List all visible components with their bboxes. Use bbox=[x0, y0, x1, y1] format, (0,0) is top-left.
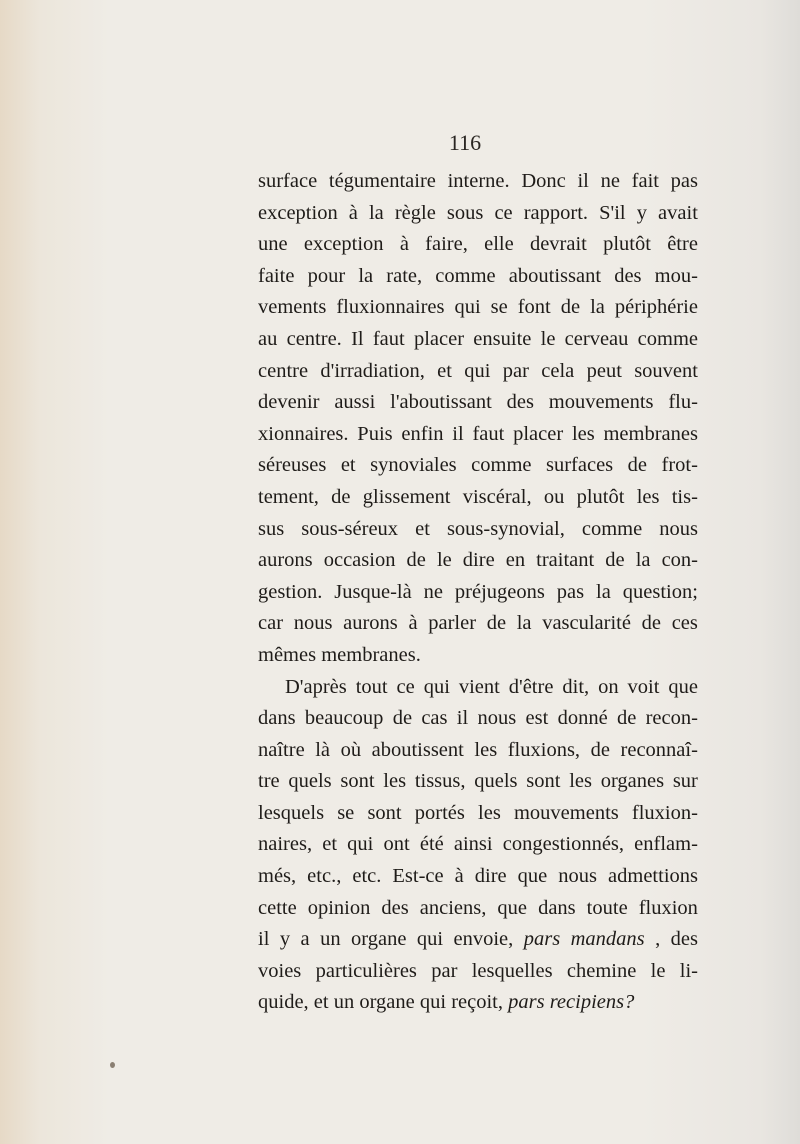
text-line: car nous aurons à parler de la vascularité de ces bbox=[258, 612, 698, 635]
text-line: voies particulières par lesquelles chemine le li- bbox=[258, 959, 698, 982]
text-line: mêmes membranes. bbox=[258, 643, 421, 666]
text-line: xionnaires. Puis enfin il faut placer les membranes bbox=[258, 422, 698, 445]
text-line: il y a un organe qui envoie, pars mandans , des bbox=[258, 928, 698, 951]
text-line: dans beaucoup de cas il nous est donné de recon- bbox=[258, 707, 698, 730]
text-line: faite pour la rate, comme aboutissant des mou- bbox=[258, 264, 698, 287]
body-text bbox=[258, 166, 698, 1019]
text-line: cette opinion des anciens, que dans toute fluxion bbox=[258, 896, 698, 919]
text-line: tre quels sont les tissus, quels sont les organes sur bbox=[258, 770, 698, 793]
text-line: més, etc., etc. Est-ce à dire que nous admettions bbox=[258, 865, 698, 888]
text-line: naître là où aboutissent les fluxions, de reconnaî- bbox=[258, 738, 698, 761]
text-line: surface tégumentaire interne. Donc il ne fait pas bbox=[258, 170, 698, 192]
text-line: séreuses et synoviales comme surfaces de frot- bbox=[258, 454, 698, 477]
text-line: quide, et un organe qui reçoit, pars recipiens? bbox=[258, 991, 635, 1014]
text-line: centre d'irradiation, et qui par cela peut souvent bbox=[258, 359, 698, 382]
text-line: D'après tout ce qui vient d'être dit, on voit que bbox=[285, 675, 698, 698]
text-line: une exception à faire, elle devrait plutôt être bbox=[258, 233, 698, 256]
text-line: exception à la règle sous ce rapport. S'il y avait bbox=[258, 201, 698, 224]
text-line: naires, et qui ont été ainsi congestionnés, enflam- bbox=[258, 833, 698, 856]
text-line: au centre. Il faut placer ensuite le cerveau comme bbox=[258, 327, 698, 350]
text-line: aurons occasion de le dire en traitant de la con- bbox=[258, 549, 698, 572]
text-line: sus sous-séreux et sous-synovial, comme nous bbox=[258, 517, 698, 540]
text-line: gestion. Jusque-là ne préjugeons pas la question; bbox=[258, 580, 698, 603]
text-line: lesquels se sont portés les mouvements fluxion- bbox=[258, 801, 698, 824]
paper-speck bbox=[110, 1062, 115, 1068]
text-line: vements fluxionnaires qui se font de la périphérie bbox=[258, 296, 698, 319]
text-line: tement, de glissement viscéral, ou plutôt les tis- bbox=[258, 485, 698, 508]
text-line: devenir aussi l'aboutissant des mouvements flu- bbox=[258, 391, 698, 414]
page-number: 116 bbox=[448, 130, 482, 155]
